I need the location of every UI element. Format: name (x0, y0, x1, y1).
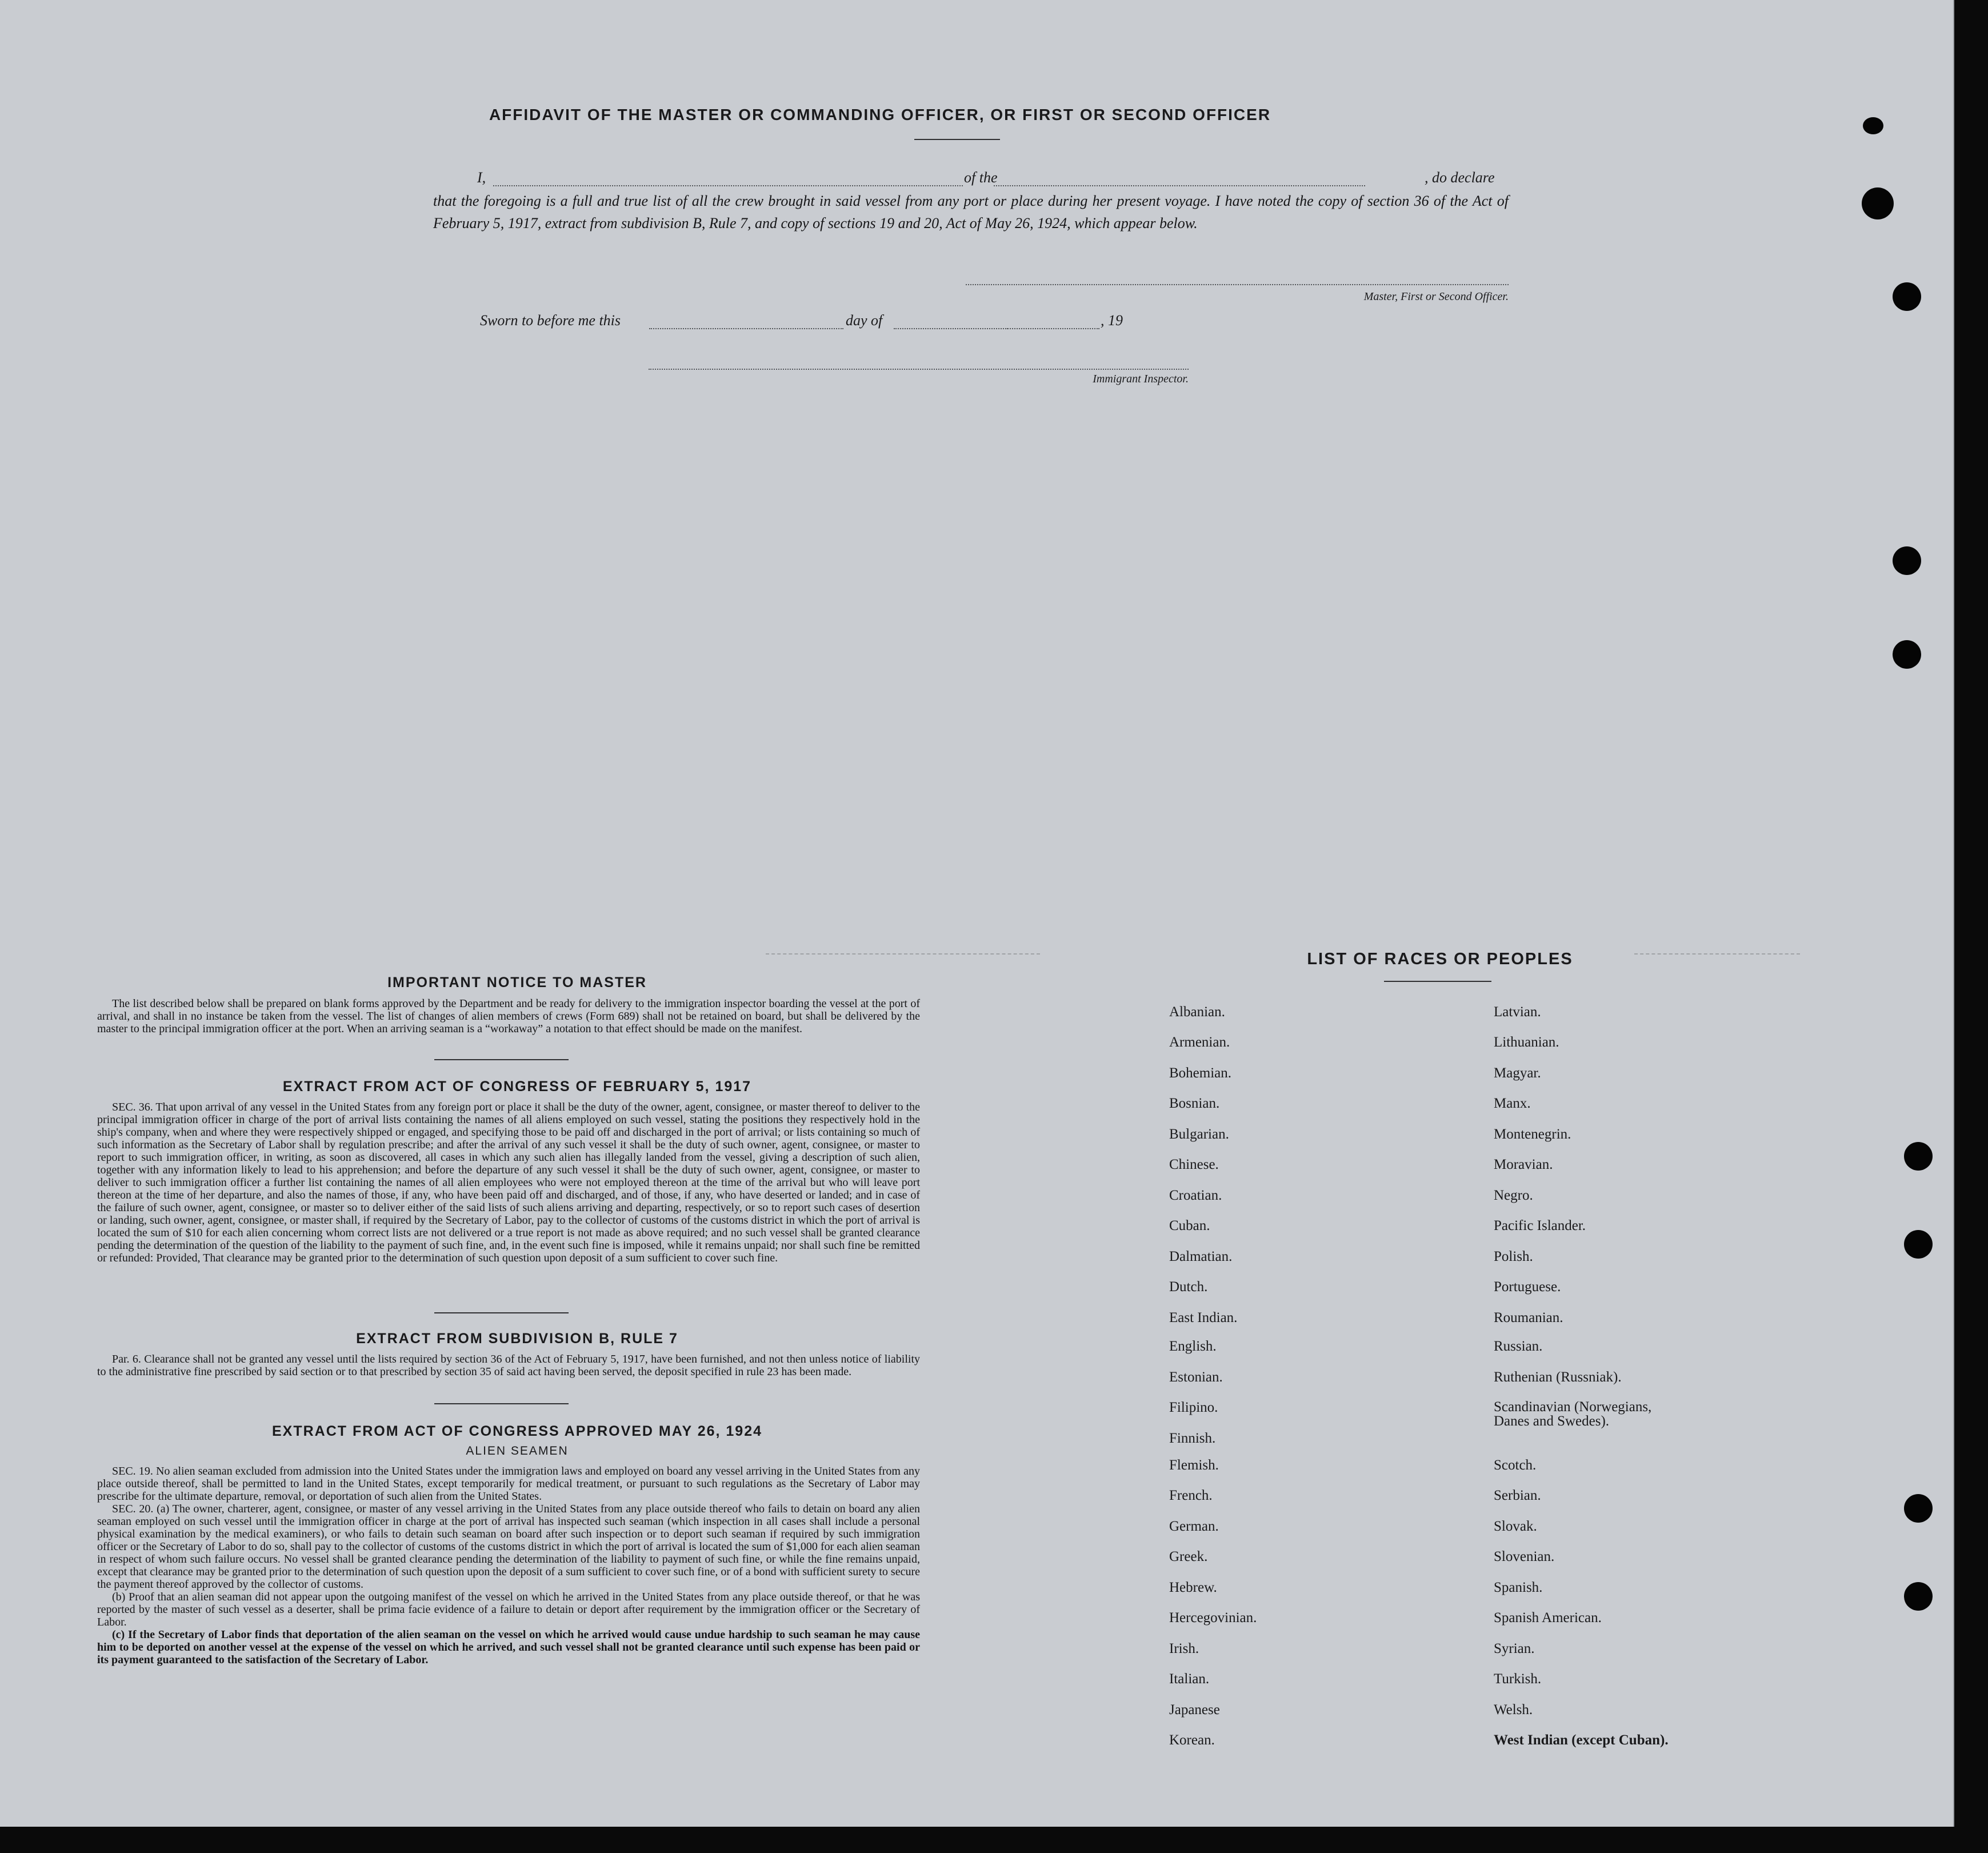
punch-hole (1893, 640, 1921, 669)
declare-label: , do declare (1425, 169, 1495, 186)
sworn-day-field[interactable] (649, 328, 843, 329)
race-item: Greek. (1169, 1549, 1208, 1564)
race-item: Japanese (1169, 1702, 1220, 1718)
race-item: Finnish. (1169, 1431, 1216, 1446)
race-item: Spanish American. (1494, 1610, 1602, 1626)
extract-1917-text (97, 1101, 920, 1264)
extract-1917-rule (434, 1312, 569, 1313)
vessel-of-label: of the (964, 169, 998, 186)
alien-seamen-subtitle: ALIEN SEAMEN (466, 1444, 569, 1457)
race-item: Scandinavian (Norwegians, Danes and Swedes). (1494, 1399, 1652, 1429)
sworn-year-label: , 19 (1101, 312, 1123, 329)
race-item: Syrian. (1494, 1641, 1535, 1656)
notice-paragraph: The list described below shall be prepared on blank forms approved by the Department and be ready for delivery to the immigration inspector boarding the vessel at the port of arrival, and shall in no instance be taken from the vessel. The list of changes of alien members of crews (Form 689) shall not be retained on board, but shall be delivered by the master to the principal immigration officer at the port. When an arriving seaman is a “workaway” a notation to that effect should be made on the manifest. (97, 997, 920, 1035)
race-item: West Indian (except Cuban). (1494, 1732, 1669, 1748)
race-item: Roumanian. (1494, 1310, 1563, 1325)
declarant-prefix: I, (477, 169, 486, 186)
race-item: East Indian. (1169, 1310, 1238, 1325)
vessel-name-field[interactable] (994, 185, 1365, 186)
notice-rule (434, 1059, 569, 1060)
notice-title: IMPORTANT NOTICE TO MASTER (387, 975, 647, 991)
extract-1924-text (97, 1465, 920, 1666)
extract-rule7-text (97, 1353, 920, 1378)
race-item: Korean. (1169, 1732, 1215, 1748)
race-item: Dutch. (1169, 1279, 1208, 1295)
race-item: French. (1169, 1488, 1213, 1503)
punch-hole (1863, 117, 1883, 134)
sworn-prefix: Sworn to before me this (480, 312, 621, 329)
sec20b-paragraph: (b) Proof that an alien seaman did not appear upon the outgoing manifest of the vessel on which he arrived in the United States from any place outside thereof, or that he was reported by the master of such vessel as a deserter, shall be prima facie evidence of a failure to detain or deport after requirement by the immigration officer or the Secretary of Labor. (97, 1591, 920, 1628)
sec36-paragraph: SEC. 36. That upon arrival of any vessel in the United States from any foreign port or place it shall be the duty of the owner, agent, consignee, or master thereof to deliver to the principal immigration officer in charge of the port of arrival lists containing the names of all aliens employed on such vessel, stating the positions they respectively hold in the ship's company, when and where they were respectively shipped or engaged, and specifying those to be paid off and discharged in the port of arrival; or lists containing so much of such information as the Secretary of Labor shall by regulation prescribe; and after the arrival of any such vessel it shall be the duty of such owner, agent, consignee, or master to report to such immigration officer, in writing, as soon as discovered, all cases in which any such alien has illegally landed from the vessel, giving a description of such alien, together with any information likely to lead to his apprehension; and before the departure of any such vessel it shall be the duty of such owner, agent, consignee, or master to deliver to such immigration officer a further list containing the names of all alien employees who were not employed thereon at the time of the arrival but who will leave port thereon at the time of her departure, and also the names of those, if any, who have been paid off and discharged, and of those, if any, who have deserted or landed; and in case of the failure of such owner, agent, consignee, or master so to deliver either of the said lists of such aliens arriving and departing, respectively, or so to report such cases of desertion or landing, such owner, agent, consignee, or master shall, if required by the Secretary of Labor, pay to the collector of customs of the customs district in which the port of arrival is located the sum of $10 for each alien concerning whom correct lists are not delivered or a true report is not made as above required; and no such vessel shall be granted clearance pending the determination of the question of the liability to the payment of such fine, and, in the event such fine is imposed, while it remains unpaid; nor shall such fine be remitted or refunded: Provided, That clearance may be granted prior to the determination of such question upon deposit of a sum sufficient to cover such fine. (97, 1101, 920, 1264)
race-item: Estonian. (1169, 1369, 1223, 1385)
punch-hole (1893, 546, 1921, 575)
race-item: Bohemian. (1169, 1065, 1232, 1081)
race-item: Hercegovinian. (1169, 1610, 1257, 1626)
punch-hole (1904, 1582, 1933, 1611)
race-item: Spanish. (1494, 1580, 1543, 1595)
race-item: Lithuanian. (1494, 1035, 1559, 1050)
sec20a-paragraph: SEC. 20. (a) The owner, charterer, agent, consignee, or master of any vessel arriving in the United States from any place outside thereof who fails to detain on board any alien seaman employed on such vessel until the immigration officer in charge at the port of arrival has inspected such seaman (which inspection in all cases shall include a personal physical examination by the medical examiners), or who fails to detain such seaman on board after such inspection or to deport such seaman if required by such immigration officer or the Secretary of Labor to do so, shall pay to the collector of customs of the customs district in which the port of arrival is located the sum of $1,000 for each alien seaman in respect of whom such failure occurs. No vessel shall be granted clearance pending the determination of the liability to payment of such fine, or while the fine remains unpaid, except that clearance may be granted prior to the determination of such question upon the deposit of a sum sufficient to cover such fine, or of a bond with sufficient surety to secure the payment thereof approved by the collector of customs. (97, 1503, 920, 1591)
race-item: Scotch. (1494, 1457, 1537, 1473)
race-item: Bulgarian. (1169, 1127, 1229, 1142)
race-item: Italian. (1169, 1671, 1210, 1687)
sworn-line (480, 312, 1166, 333)
race-item: Russian. (1494, 1339, 1543, 1354)
race-item: Croatian. (1169, 1188, 1222, 1203)
race-item: Chinese. (1169, 1157, 1219, 1172)
notice-text (97, 997, 920, 1035)
race-item: Armenian. (1169, 1035, 1230, 1050)
extract-rule7-rule (434, 1403, 569, 1404)
race-item: Cuban. (1169, 1218, 1210, 1233)
sworn-day-label: day of (846, 312, 883, 329)
race-item: Slovak. (1494, 1519, 1537, 1534)
extract-rule7-title: EXTRACT FROM SUBDIVISION B, RULE 7 (356, 1331, 678, 1347)
affidavit-line-1 (477, 169, 1509, 190)
declarant-name-field[interactable] (493, 185, 963, 186)
race-item: Serbian. (1494, 1488, 1541, 1503)
race-item: Welsh. (1494, 1702, 1533, 1718)
race-item: Irish. (1169, 1641, 1199, 1656)
inspector-signature-field[interactable] (649, 369, 1189, 370)
sec20c-paragraph: (c) If the Secretary of Labor finds that deportation of the alien seaman on the vessel on which he arrived would cause undue hardship to such seaman he may cause him to be deported on another vessel at the expense of the vessel on which he arrived, and such vessel shall not be granted clearance until such expense has been paid or its payment guaranteed to the satisfaction of the Secretary of Labor. (97, 1628, 920, 1666)
affidavit-body: that the foregoing is a full and true list of all the crew brought in said vessel from any port or place during her present voyage. I have noted the copy of section 36 of the Act of February 5, 1917, extract from subdivision B, Rule 7, and copy of sections 19 and 20, Act of May 26, 1924, which appear below. (433, 193, 1509, 231)
inspector-signature-label: Immigrant Inspector. (1093, 373, 1189, 385)
extract-1917-title: EXTRACT FROM ACT OF CONGRESS OF FEBRUARY 5, 1917 (282, 1079, 752, 1095)
rule7-paragraph: Par. 6. Clearance shall not be granted any vessel until the lists required by section 36 of the Act of February 5, 1917, have been furnished, and not then unless notice of liability to the administrative fine prescribed by said section or to that prescribed by section 35 of said act having been served, the deposit specified in rule 23 has been made. (97, 1353, 920, 1378)
race-item: Filipino. (1169, 1400, 1218, 1415)
affidavit-title: AFFIDAVIT OF THE MASTER OR COMMANDING OFFICER, OR FIRST OR SECOND OFFICER (489, 106, 1271, 123)
race-item: Polish. (1494, 1249, 1533, 1264)
sworn-month-field-ext[interactable] (894, 328, 1099, 329)
faint-dash-right (1634, 953, 1800, 956)
race-item: Albanian. (1169, 1004, 1225, 1020)
race-item: Bosnian. (1169, 1096, 1220, 1111)
race-item: Manx. (1494, 1096, 1531, 1111)
race-item: Turkish. (1494, 1671, 1542, 1687)
title-rule (914, 139, 1000, 140)
race-item: German. (1169, 1519, 1219, 1534)
race-item: Ruthenian (Russniak). (1494, 1369, 1622, 1385)
race-item: Latvian. (1494, 1004, 1541, 1020)
race-item: Flemish. (1169, 1457, 1219, 1473)
extract-1924-title: EXTRACT FROM ACT OF CONGRESS APPROVED MAY 26, 1924 (271, 1423, 763, 1439)
races-title: LIST OF RACES OR PEOPLES (1307, 950, 1573, 968)
race-item: Montenegrin. (1494, 1127, 1571, 1142)
sec19-paragraph: SEC. 19. No alien seaman excluded from admission into the United States under the immigration laws and employed on board any vessel arriving in the United States from any place outside thereof, shall be permitted to land in the United States, except temporarily for medical treatment, or pursuant to such regulations as the Secretary of Labor may prescribe for the ultimate departure, removal, or deportation of such alien from the United States. (97, 1465, 920, 1503)
punch-hole (1862, 187, 1894, 219)
race-item: Magyar. (1494, 1065, 1541, 1081)
punch-hole (1904, 1494, 1933, 1523)
punch-hole (1893, 282, 1921, 311)
race-item: Portuguese. (1494, 1279, 1561, 1295)
race-item: Hebrew. (1169, 1580, 1217, 1595)
race-item: Slovenian. (1494, 1549, 1555, 1564)
faint-dash-left (766, 953, 1040, 956)
race-item: Moravian. (1494, 1157, 1553, 1172)
race-item: Negro. (1494, 1188, 1533, 1203)
race-item: Pacific Islander. (1494, 1218, 1586, 1233)
race-item: English. (1169, 1339, 1217, 1354)
punch-hole (1904, 1230, 1933, 1259)
master-signature-label: Master, First or Second Officer. (1363, 290, 1509, 303)
master-signature-field[interactable] (966, 284, 1509, 285)
punch-hole (1904, 1142, 1933, 1171)
races-rule (1384, 981, 1491, 982)
race-item: Dalmatian. (1169, 1249, 1233, 1264)
